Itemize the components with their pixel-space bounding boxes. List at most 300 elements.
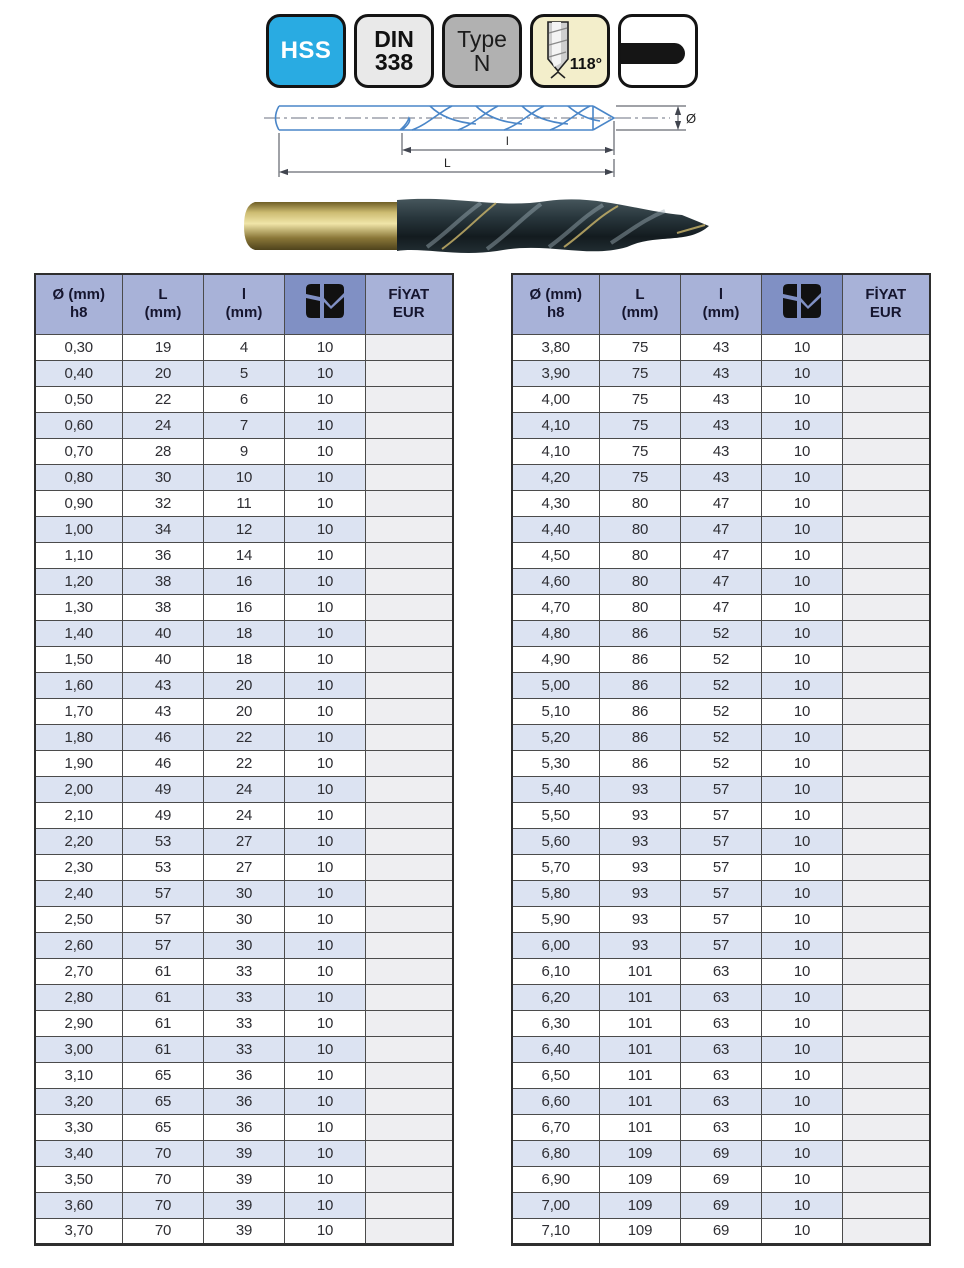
spec-cell: 10 <box>762 802 843 828</box>
spec-cell: 70 <box>123 1218 204 1244</box>
spec-cell: 61 <box>123 1010 204 1036</box>
spec-cell: 27 <box>204 854 285 880</box>
flute-length-label: l <box>506 134 509 148</box>
spec-cell: 63 <box>681 1036 762 1062</box>
spec-cell: 10 <box>285 1062 366 1088</box>
spec-cell: 47 <box>681 594 762 620</box>
drill-size-table-right <box>511 273 931 1246</box>
spec-cell: 24 <box>204 776 285 802</box>
spec-cell: 10 <box>762 490 843 516</box>
price-cell <box>843 360 930 386</box>
spec-cell: 109 <box>600 1166 681 1192</box>
spec-cell: 5,40 <box>512 776 600 802</box>
spec-cell: 18 <box>204 620 285 646</box>
spec-cell: 10 <box>285 1088 366 1114</box>
spec-cell: 57 <box>681 932 762 958</box>
spec-cell: 4,20 <box>512 464 600 490</box>
spec-cell: 10 <box>285 464 366 490</box>
spec-cell: 18 <box>204 646 285 672</box>
badge-row <box>0 14 964 88</box>
table-row <box>35 1036 453 1062</box>
spec-cell: 30 <box>204 880 285 906</box>
spec-cell: 93 <box>600 932 681 958</box>
spec-cell: 6,90 <box>512 1166 600 1192</box>
spec-cell: 0,30 <box>35 334 123 360</box>
hss-label: HSS <box>280 37 332 64</box>
price-cell <box>366 854 453 880</box>
cylindrical-shank-badge <box>618 14 698 88</box>
table-row <box>512 568 930 594</box>
spec-cell: 10 <box>762 828 843 854</box>
col-header-flute-length: l (mm) <box>681 274 762 334</box>
spec-cell: 6,80 <box>512 1140 600 1166</box>
table-row <box>35 516 453 542</box>
price-cell <box>366 646 453 672</box>
spec-cell: 10 <box>762 1192 843 1218</box>
spec-cell: 20 <box>204 698 285 724</box>
spec-cell: 7,10 <box>512 1218 600 1244</box>
spec-cell: 10 <box>285 880 366 906</box>
spec-cell: 10 <box>285 646 366 672</box>
table-row <box>512 438 930 464</box>
spec-cell: 4,60 <box>512 568 600 594</box>
price-cell <box>366 880 453 906</box>
price-cell <box>843 516 930 542</box>
spec-cell: 10 <box>762 984 843 1010</box>
spec-cell: 10 <box>762 620 843 646</box>
spec-cell: 63 <box>681 1010 762 1036</box>
spec-cell: 4,40 <box>512 516 600 542</box>
spec-cell: 69 <box>681 1192 762 1218</box>
table-row <box>35 568 453 594</box>
spec-cell: 1,60 <box>35 672 123 698</box>
price-cell <box>843 854 930 880</box>
table-row <box>512 516 930 542</box>
spec-cell: 10 <box>762 724 843 750</box>
spec-cell: 2,80 <box>35 984 123 1010</box>
spec-cell: 75 <box>600 438 681 464</box>
spec-cell: 46 <box>123 724 204 750</box>
spec-cell: 10 <box>285 750 366 776</box>
table-row <box>512 646 930 672</box>
spec-cell: 10 <box>285 1166 366 1192</box>
spec-cell: 57 <box>123 906 204 932</box>
spec-cell: 10 <box>285 412 366 438</box>
table-row <box>512 932 930 958</box>
spec-cell: 6,60 <box>512 1088 600 1114</box>
price-cell <box>366 620 453 646</box>
spec-cell: 10 <box>762 854 843 880</box>
spec-cell: 57 <box>681 776 762 802</box>
table-row <box>512 802 930 828</box>
spec-cell: 70 <box>123 1192 204 1218</box>
price-cell <box>843 1010 930 1036</box>
spec-cell: 10 <box>285 802 366 828</box>
spec-cell: 40 <box>123 646 204 672</box>
spec-cell: 39 <box>204 1218 285 1244</box>
spec-cell: 2,60 <box>35 932 123 958</box>
price-cell <box>843 620 930 646</box>
spec-cell: 75 <box>600 386 681 412</box>
spec-cell: 65 <box>123 1114 204 1140</box>
price-cell <box>366 932 453 958</box>
spec-cell: 10 <box>762 1114 843 1140</box>
spec-cell: 10 <box>285 1140 366 1166</box>
spec-cell: 52 <box>681 620 762 646</box>
spec-cell: 5,30 <box>512 750 600 776</box>
spec-cell: 4,90 <box>512 646 600 672</box>
col-header-diameter: Ø (mm) h8 <box>35 274 123 334</box>
spec-cell: 3,90 <box>512 360 600 386</box>
spec-cell: 5,60 <box>512 828 600 854</box>
spec-cell: 1,90 <box>35 750 123 776</box>
spec-cell: 57 <box>681 906 762 932</box>
price-cell <box>843 984 930 1010</box>
spec-cell: 10 <box>204 464 285 490</box>
brand-logo-icon <box>780 283 824 319</box>
price-cell <box>366 1114 453 1140</box>
din-label-line1: DIN <box>374 25 414 52</box>
type-label-line2: N <box>473 50 491 76</box>
table-row <box>512 594 930 620</box>
table-row <box>512 386 930 412</box>
spec-cell: 0,80 <box>35 464 123 490</box>
spec-cell: 80 <box>600 516 681 542</box>
spec-cell: 43 <box>681 334 762 360</box>
price-cell <box>366 516 453 542</box>
spec-cell: 6,10 <box>512 958 600 984</box>
table-row <box>512 672 930 698</box>
spec-cell: 10 <box>762 906 843 932</box>
spec-cell: 52 <box>681 672 762 698</box>
table-row <box>35 828 453 854</box>
spec-cell: 43 <box>123 672 204 698</box>
spec-cell: 10 <box>762 386 843 412</box>
spec-cell: 3,70 <box>35 1218 123 1244</box>
table-row <box>512 880 930 906</box>
spec-cell: 36 <box>204 1088 285 1114</box>
price-cell <box>843 776 930 802</box>
spec-cell: 10 <box>762 438 843 464</box>
price-cell <box>366 360 453 386</box>
spec-cell: 1,00 <box>35 516 123 542</box>
spec-cell: 3,00 <box>35 1036 123 1062</box>
spec-cell: 3,50 <box>35 1166 123 1192</box>
table-row <box>35 1218 453 1244</box>
spec-cell: 75 <box>600 464 681 490</box>
spec-cell: 10 <box>762 750 843 776</box>
technical-drawing <box>0 93 964 185</box>
spec-cell: 10 <box>762 880 843 906</box>
drill-shank-gold <box>244 202 407 250</box>
spec-cell: 10 <box>762 516 843 542</box>
table-row <box>512 334 930 360</box>
spec-cell: 10 <box>285 854 366 880</box>
table-row <box>35 776 453 802</box>
total-length-label: L <box>444 156 451 170</box>
price-cell <box>366 1140 453 1166</box>
table-row <box>512 776 930 802</box>
table-row <box>35 412 453 438</box>
table-row <box>512 906 930 932</box>
spec-cell: 38 <box>123 594 204 620</box>
spec-cell: 0,40 <box>35 360 123 386</box>
spec-cell: 69 <box>681 1218 762 1244</box>
price-cell <box>366 906 453 932</box>
spec-cell: 43 <box>681 412 762 438</box>
spec-cell: 93 <box>600 906 681 932</box>
spec-cell: 38 <box>123 568 204 594</box>
spec-cell: 33 <box>204 958 285 984</box>
spec-cell: 10 <box>285 334 366 360</box>
table-row <box>512 1166 930 1192</box>
spec-cell: 10 <box>285 490 366 516</box>
spec-cell: 61 <box>123 958 204 984</box>
spec-cell: 65 <box>123 1062 204 1088</box>
spec-cell: 52 <box>681 750 762 776</box>
price-cell <box>366 698 453 724</box>
spec-cell: 43 <box>681 464 762 490</box>
spec-cell: 10 <box>285 594 366 620</box>
price-cell <box>366 334 453 360</box>
price-cell <box>843 906 930 932</box>
spec-cell: 12 <box>204 516 285 542</box>
price-cell <box>843 438 930 464</box>
spec-cell: 4,10 <box>512 438 600 464</box>
brand-logo-icon <box>303 283 347 319</box>
table-row <box>512 464 930 490</box>
din-338-badge <box>354 14 434 88</box>
spec-cell: 22 <box>204 750 285 776</box>
spec-cell: 10 <box>762 672 843 698</box>
spec-cell: 43 <box>681 360 762 386</box>
spec-cell: 10 <box>285 698 366 724</box>
spec-cell: 10 <box>285 542 366 568</box>
price-cell <box>843 1192 930 1218</box>
spec-cell: 1,20 <box>35 568 123 594</box>
spec-cell: 10 <box>762 334 843 360</box>
spec-cell: 80 <box>600 594 681 620</box>
spec-cell: 109 <box>600 1140 681 1166</box>
spec-cell: 63 <box>681 984 762 1010</box>
table-row <box>35 1192 453 1218</box>
price-cell <box>366 958 453 984</box>
spec-cell: 49 <box>123 776 204 802</box>
table-row <box>35 984 453 1010</box>
spec-cell: 86 <box>600 672 681 698</box>
spec-cell: 57 <box>123 880 204 906</box>
col-header-total-length: L (mm) <box>600 274 681 334</box>
spec-cell: 93 <box>600 828 681 854</box>
spec-cell: 1,70 <box>35 698 123 724</box>
spec-cell: 5 <box>204 360 285 386</box>
spec-cell: 101 <box>600 1010 681 1036</box>
spec-cell: 0,90 <box>35 490 123 516</box>
table-row <box>512 1062 930 1088</box>
table-row <box>35 1140 453 1166</box>
spec-cell: 24 <box>204 802 285 828</box>
spec-cell: 47 <box>681 568 762 594</box>
table-row <box>512 1192 930 1218</box>
price-cell <box>843 594 930 620</box>
spec-cell: 7,00 <box>512 1192 600 1218</box>
spec-cell: 36 <box>204 1114 285 1140</box>
spec-cell: 3,80 <box>512 334 600 360</box>
table-row <box>512 724 930 750</box>
table-row <box>35 542 453 568</box>
spec-cell: 10 <box>762 1166 843 1192</box>
spec-cell: 10 <box>762 1218 843 1244</box>
spec-cell: 5,70 <box>512 854 600 880</box>
spec-cell: 57 <box>681 880 762 906</box>
table-row <box>512 620 930 646</box>
spec-cell: 10 <box>285 672 366 698</box>
price-cell <box>843 750 930 776</box>
table-row <box>35 386 453 412</box>
spec-cell: 22 <box>204 724 285 750</box>
price-cell <box>843 646 930 672</box>
type-label-line1: Type <box>457 25 507 52</box>
spec-cell: 53 <box>123 828 204 854</box>
spec-cell: 57 <box>123 932 204 958</box>
spec-cell: 33 <box>204 1010 285 1036</box>
price-cell <box>843 828 930 854</box>
table-row <box>35 854 453 880</box>
point-angle-badge <box>530 14 610 88</box>
spec-cell: 22 <box>123 386 204 412</box>
spec-cell: 4 <box>204 334 285 360</box>
col-header-flute-length: l (mm) <box>204 274 285 334</box>
spec-cell: 4,30 <box>512 490 600 516</box>
table-row <box>35 880 453 906</box>
spec-cell: 10 <box>762 776 843 802</box>
spec-cell: 30 <box>123 464 204 490</box>
table-row <box>35 438 453 464</box>
price-cell <box>843 412 930 438</box>
spec-cell: 10 <box>285 360 366 386</box>
price-cell <box>366 984 453 1010</box>
spec-cell: 10 <box>285 984 366 1010</box>
spec-cell: 1,80 <box>35 724 123 750</box>
spec-cell: 63 <box>681 1062 762 1088</box>
drill-size-table-left <box>34 273 454 1246</box>
spec-cell: 9 <box>204 438 285 464</box>
table-row <box>35 1166 453 1192</box>
spec-cell: 10 <box>285 906 366 932</box>
price-cell <box>843 490 930 516</box>
spec-cell: 5,50 <box>512 802 600 828</box>
spec-cell: 10 <box>285 1036 366 1062</box>
table-row <box>512 984 930 1010</box>
spec-cell: 39 <box>204 1166 285 1192</box>
spec-cell: 10 <box>285 1218 366 1244</box>
spec-cell: 40 <box>123 620 204 646</box>
spec-cell: 75 <box>600 360 681 386</box>
price-cell <box>366 776 453 802</box>
table-header <box>35 274 453 334</box>
spec-cell: 20 <box>204 672 285 698</box>
spec-cell: 6,50 <box>512 1062 600 1088</box>
price-cell <box>366 1166 453 1192</box>
price-cell <box>843 1036 930 1062</box>
spec-cell: 2,20 <box>35 828 123 854</box>
table-row <box>35 906 453 932</box>
table-row <box>512 1036 930 1062</box>
spec-cell: 5,10 <box>512 698 600 724</box>
spec-cell: 57 <box>681 802 762 828</box>
spec-cell: 2,10 <box>35 802 123 828</box>
spec-cell: 2,90 <box>35 1010 123 1036</box>
spec-cell: 4,00 <box>512 386 600 412</box>
price-cell <box>843 672 930 698</box>
price-cell <box>366 750 453 776</box>
price-cell <box>366 386 453 412</box>
spec-cell: 93 <box>600 776 681 802</box>
spec-cell: 6 <box>204 386 285 412</box>
price-cell <box>366 438 453 464</box>
drill-photo-illustration <box>237 189 727 263</box>
table-row <box>512 412 930 438</box>
spec-cell: 3,60 <box>35 1192 123 1218</box>
spec-cell: 6,30 <box>512 1010 600 1036</box>
spec-cell: 86 <box>600 646 681 672</box>
spec-cell: 52 <box>681 724 762 750</box>
spec-cell: 14 <box>204 542 285 568</box>
spec-cell: 61 <box>123 984 204 1010</box>
table-row <box>512 360 930 386</box>
spec-cell: 10 <box>762 1036 843 1062</box>
price-cell <box>843 1140 930 1166</box>
spec-cell: 3,10 <box>35 1062 123 1088</box>
spec-cell: 39 <box>204 1140 285 1166</box>
spec-cell: 0,50 <box>35 386 123 412</box>
diameter-label: Ø <box>686 111 697 126</box>
price-cell <box>843 724 930 750</box>
spec-cell: 10 <box>762 646 843 672</box>
spec-cell: 32 <box>123 490 204 516</box>
cylindrical-shank-icon <box>621 43 685 64</box>
table-row <box>35 334 453 360</box>
point-angle-label: 118° <box>569 56 602 73</box>
spec-cell: 6,20 <box>512 984 600 1010</box>
spec-cell: 86 <box>600 620 681 646</box>
total-length-dimension <box>279 133 614 177</box>
spec-cell: 49 <box>123 802 204 828</box>
spec-cell: 43 <box>123 698 204 724</box>
spec-cell: 69 <box>681 1166 762 1192</box>
table-row <box>512 1114 930 1140</box>
spec-cell: 10 <box>762 958 843 984</box>
spec-cell: 101 <box>600 984 681 1010</box>
table-row <box>35 672 453 698</box>
spec-cell: 10 <box>285 620 366 646</box>
spec-cell: 10 <box>285 776 366 802</box>
spec-cell: 3,40 <box>35 1140 123 1166</box>
price-cell <box>366 490 453 516</box>
spec-cell: 10 <box>762 542 843 568</box>
table-row <box>35 724 453 750</box>
spec-cell: 4,80 <box>512 620 600 646</box>
price-cell <box>366 412 453 438</box>
price-cell <box>843 1088 930 1114</box>
spec-cell: 109 <box>600 1192 681 1218</box>
spec-cell: 6,40 <box>512 1036 600 1062</box>
spec-cell: 86 <box>600 724 681 750</box>
price-cell <box>843 386 930 412</box>
spec-cell: 2,70 <box>35 958 123 984</box>
spec-cell: 65 <box>123 1088 204 1114</box>
spec-cell: 28 <box>123 438 204 464</box>
